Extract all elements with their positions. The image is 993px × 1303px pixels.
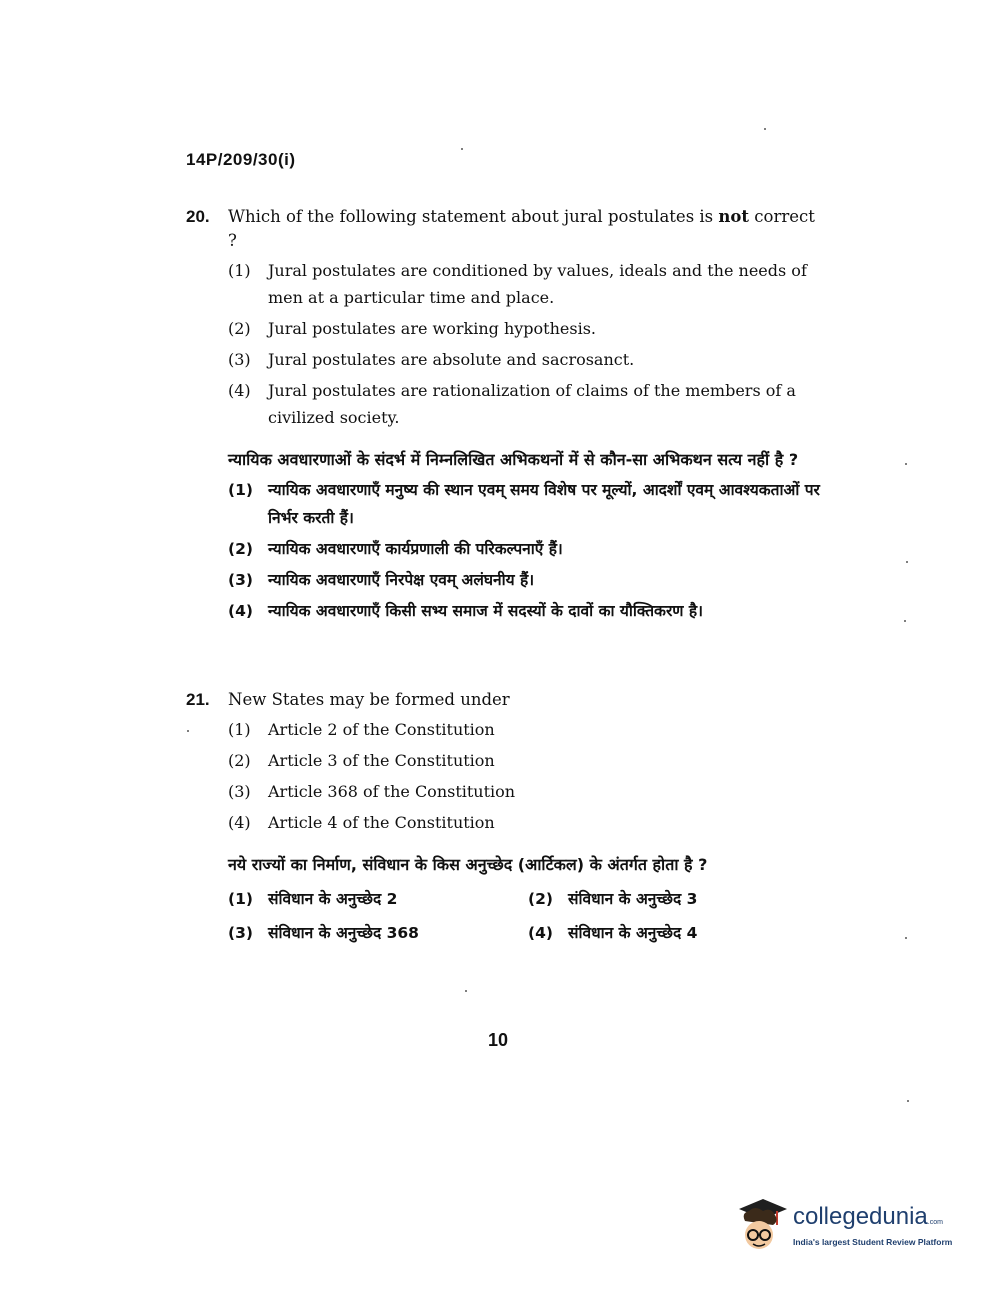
question-text: Which of the following statement about jural postulates is not correct ? (228, 207, 815, 250)
english-options (228, 257, 826, 431)
question-20 (186, 205, 826, 628)
scan-speck (907, 1100, 909, 1102)
collegedunia-logo (733, 1195, 963, 1265)
logo-brand: collegedunia.com (793, 1203, 943, 1230)
question-21 (186, 688, 826, 947)
option: (3) न्यायिक अवधारणाएँ निरपेक्ष एवम् अलंघनीय हैं। (228, 571, 535, 589)
hindi-question-text: नये राज्यों का निर्माण, संविधान के किस अनुच्छेद (आर्टिकल) के अंतर्गत होता है ? (228, 855, 708, 874)
question-number: 20. (186, 207, 210, 226)
student-mascot-icon (733, 1195, 789, 1257)
hindi-options (228, 885, 826, 947)
english-options (228, 716, 826, 836)
scan-speck (764, 128, 766, 130)
paper-code: 14P/209/30(i) (186, 150, 296, 169)
option: (3) Jural postulates are absolute and sacrosanct. (228, 350, 635, 369)
scan-speck (187, 730, 189, 732)
question-number: 21. (186, 690, 210, 709)
option: (4) Jural postulates are rationalization of claims of the members of a civilized society. (228, 381, 796, 427)
scan-speck (904, 620, 906, 622)
option: (1) Article 2 of the Constitution (228, 720, 495, 739)
option: (2) Article 3 of the Constitution (228, 751, 495, 770)
option: (4) Article 4 of the Constitution (228, 813, 495, 832)
scan-speck (905, 463, 907, 465)
option: (3) Article 368 of the Constitution (228, 782, 516, 801)
option: (2) संविधान के अनुच्छेद 3 (528, 890, 698, 908)
option: (1) संविधान के अनुच्छेद 2 (228, 890, 398, 908)
hindi-options (228, 476, 826, 625)
scan-speck (465, 990, 467, 992)
scan-speck (905, 937, 907, 939)
hindi-question-text: न्यायिक अवधारणाओं के संदर्भ में निम्नलिखित अभिकथनों में से कौन-सा अभिकथन सत्य नहीं है ? (228, 450, 799, 469)
option: (4) न्यायिक अवधारणाएँ किसी सभ्य समाज में सदस्यों के दावों का यौक्तिकरण है। (228, 602, 704, 620)
logo-tagline: India's largest Student Review Platform (793, 1237, 953, 1247)
option: (3) संविधान के अनुच्छेद 368 (228, 924, 419, 942)
option: (2) न्यायिक अवधारणाएँ कार्यप्रणाली की परिकल्पनाएँ हैं। (228, 540, 563, 558)
option: (1) Jural postulates are conditioned by values, ideals and the needs of men at a particular time and place. (228, 261, 807, 307)
scan-speck (906, 561, 908, 563)
option: (2) Jural postulates are working hypothesis. (228, 319, 596, 338)
option: (1) न्यायिक अवधारणाएँ मनुष्य की स्थान एवम् समय विशेष पर मूल्यों, आदर्शों एवम् आवश्यकताओं पर निर्भर करती हैं। (228, 481, 820, 527)
option: (4) संविधान के अनुच्छेद 4 (528, 924, 698, 942)
scan-speck (461, 148, 463, 150)
page-number: 10 (488, 1030, 509, 1050)
question-text: New States may be formed under (228, 690, 510, 709)
